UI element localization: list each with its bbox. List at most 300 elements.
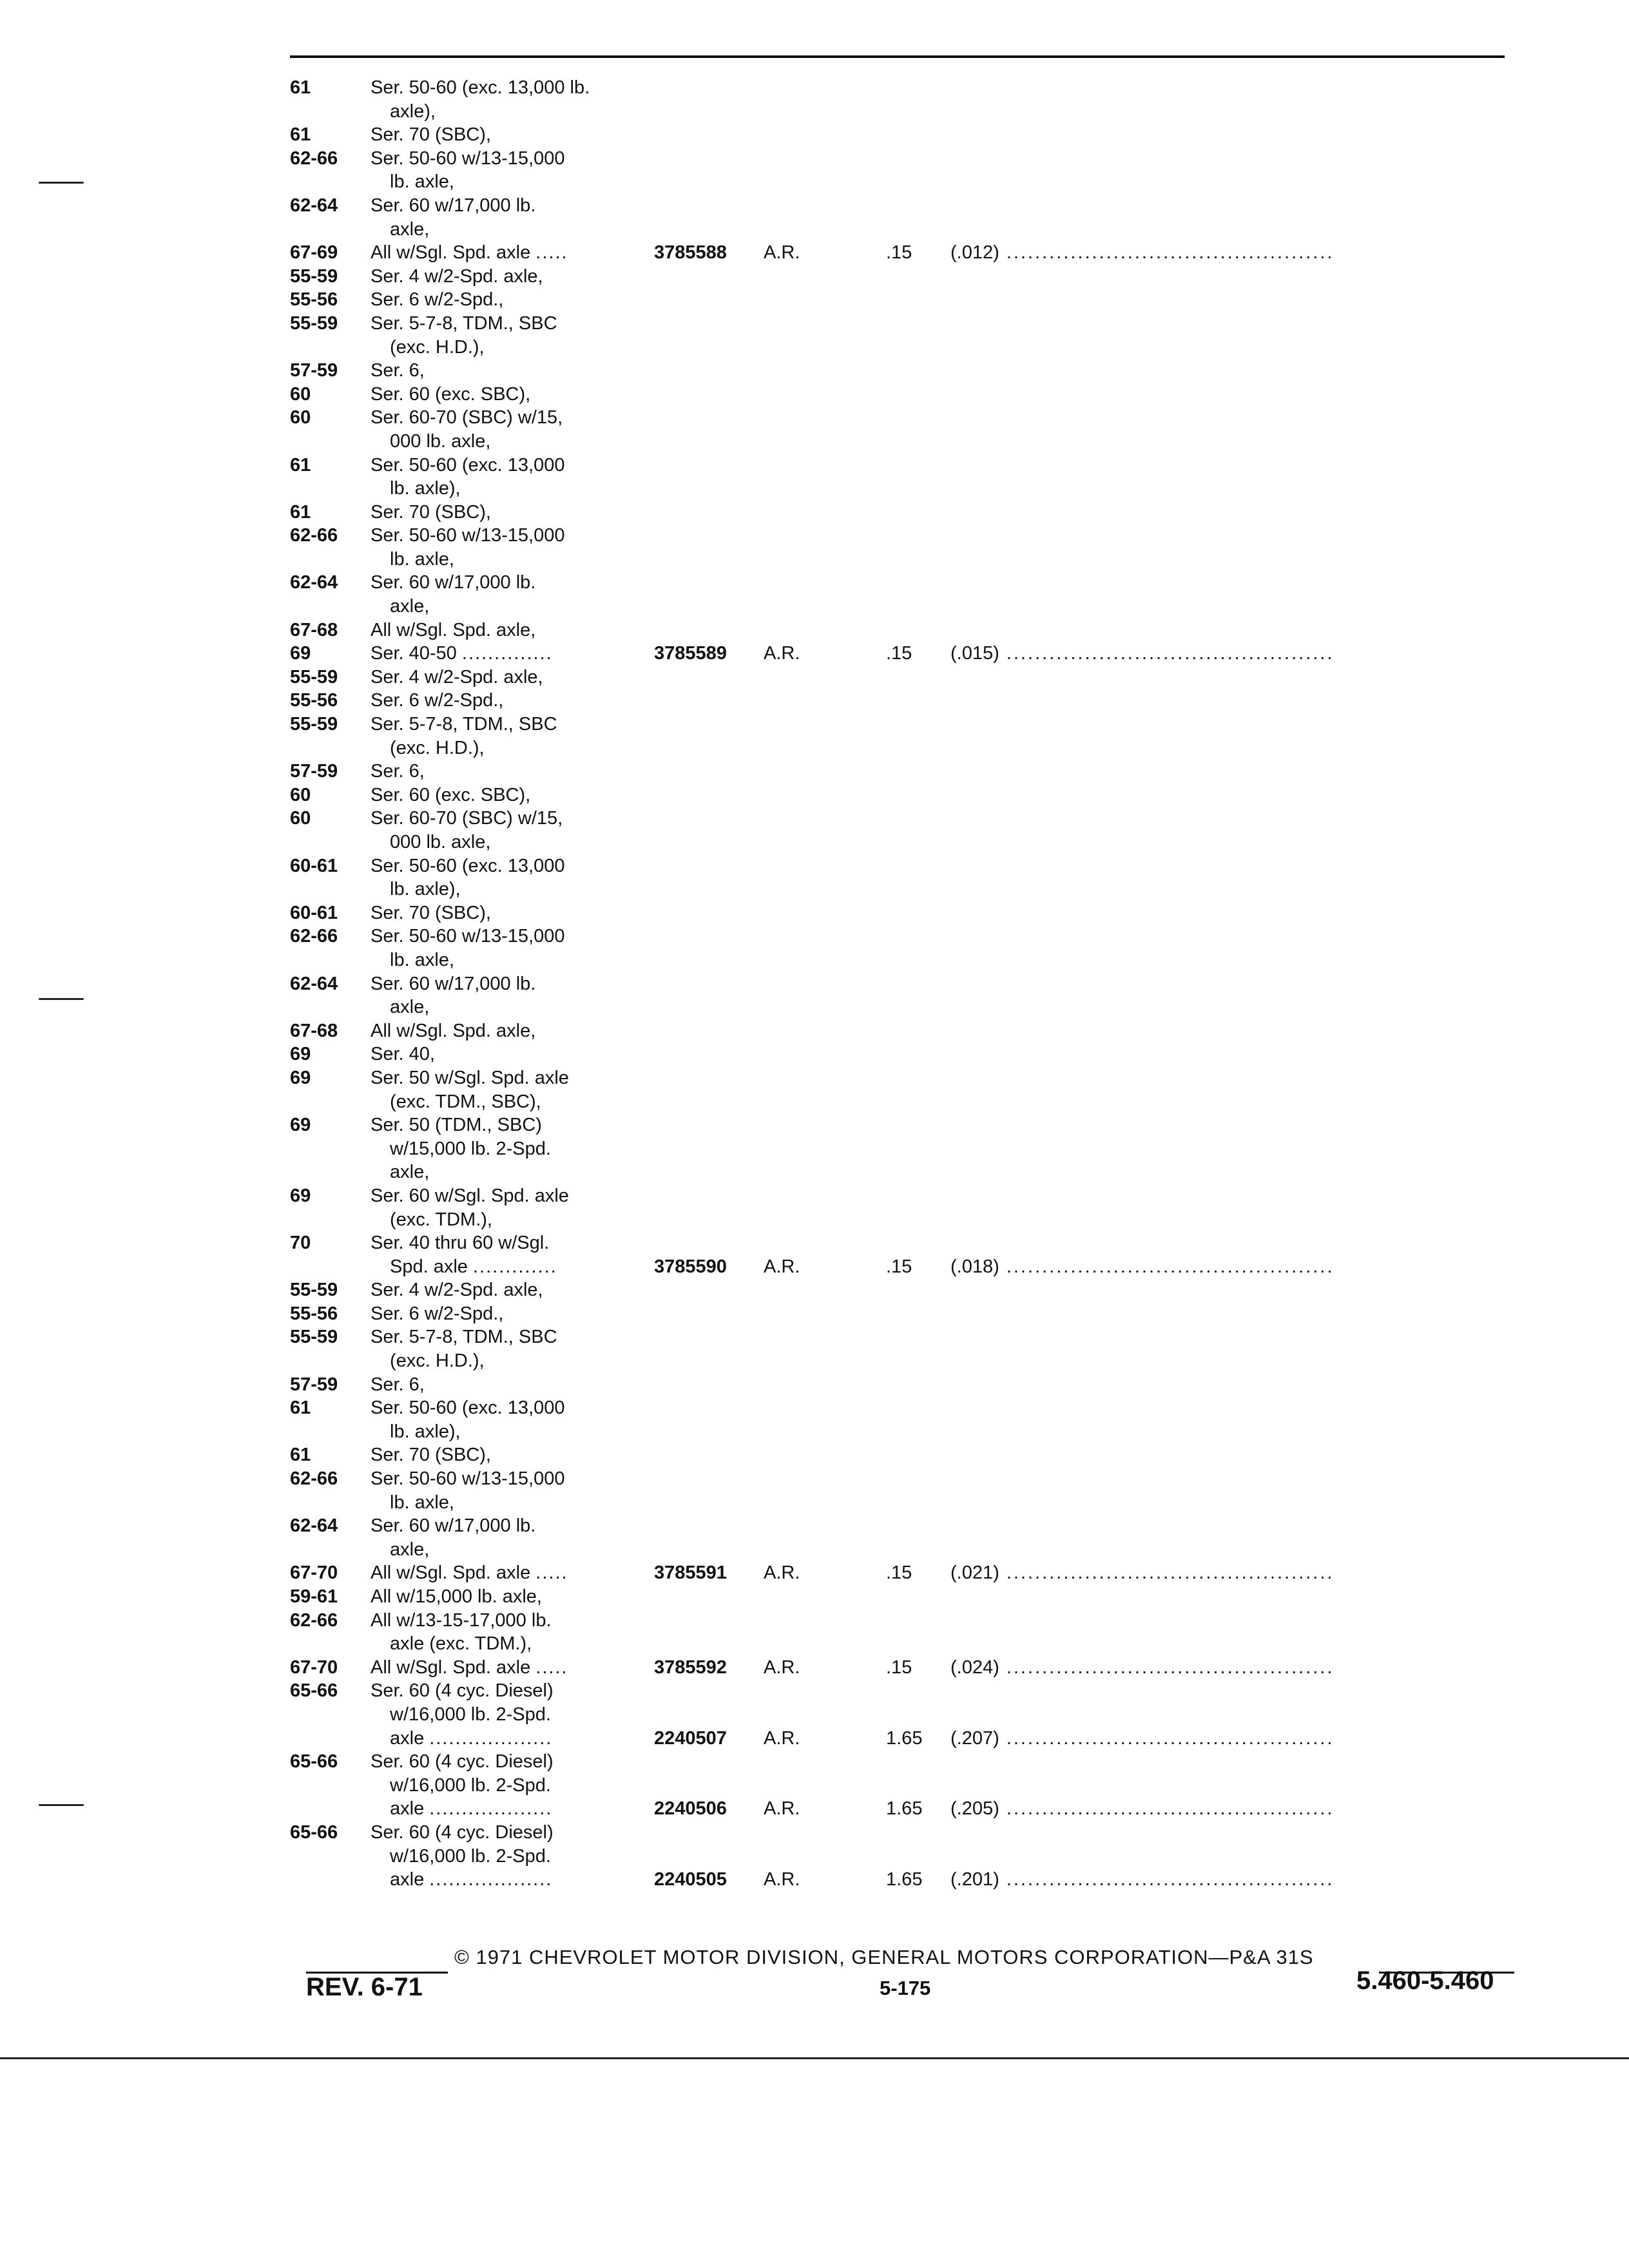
model-year: 55-59 (290, 1327, 338, 1348)
dot-leader: .............................................. (999, 643, 1335, 664)
description-text: (exc. H.D.), (390, 336, 485, 358)
description-text: axle (390, 1869, 425, 1890)
description-text: Ser. 60 (4 cyc. Diesel) (371, 1821, 554, 1843)
model-year: 60-61 (290, 855, 338, 876)
list-item (290, 76, 1518, 100)
footer-copyright: © 1971 CHEVROLET MOTOR DIVISION, GENERAL MOTORS CORPORATION—P&A 31S (454, 1946, 1314, 1968)
application-description (371, 1113, 542, 1137)
application-description (371, 1467, 564, 1491)
application-description (390, 1208, 492, 1232)
price: .15 (886, 643, 912, 664)
description-text: Ser. 6, (371, 1374, 425, 1395)
model-year: 62-66 (290, 1610, 338, 1631)
description-text: w/15,000 lb. 2-Spd. (390, 1138, 551, 1159)
list-item (290, 995, 1518, 1019)
list-item (290, 783, 1518, 807)
list-item (290, 312, 1518, 336)
model-year: 60 (290, 808, 311, 829)
application-description (371, 1302, 503, 1326)
list-item (290, 1703, 1518, 1727)
description-text: 000 lb. axle, (390, 832, 491, 852)
quantity: A.R. (764, 1798, 800, 1820)
model-year: 69 (290, 643, 311, 664)
price: .15 (886, 242, 912, 264)
application-description (371, 925, 564, 948)
model-year: 62-64 (290, 195, 338, 216)
model-year: 55-59 (290, 265, 338, 287)
description-text: Ser. 5-7-8, TDM., SBC (371, 312, 557, 334)
description-text: Ser. 70 (SBC), (371, 1445, 491, 1466)
application-description (371, 123, 491, 147)
list-item (290, 218, 1518, 242)
application-description (390, 477, 461, 501)
application-description (371, 359, 425, 383)
application-description (371, 713, 557, 736)
quantity: A.R. (764, 1256, 800, 1277)
description-text: Ser. 50-60 w/13-15,000 (371, 148, 565, 169)
list-item (290, 1514, 1518, 1538)
application-description (390, 948, 454, 972)
list-item (290, 1774, 1518, 1798)
description-text: Ser. 60 w/17,000 lb. (371, 195, 536, 216)
list-item (290, 948, 1518, 972)
description-text: Ser. 50-60 w/13-15,000 (371, 525, 565, 546)
part-number: 3785589 (654, 643, 727, 664)
description-text: Ser. 60-70 (SBC) w/15, (371, 808, 563, 829)
application-description (390, 218, 429, 242)
application-description (390, 831, 490, 854)
description-text: Ser. 60 w/17,000 lb. (371, 973, 536, 994)
model-year: 55-56 (290, 1303, 338, 1324)
dot-leader: .............................................. (999, 1256, 1335, 1277)
application-description (390, 1137, 551, 1161)
description-text: axle (390, 1798, 425, 1820)
description-text: All w/Sgl. Spd. axle (371, 242, 531, 264)
part-number: 2240506 (654, 1798, 727, 1820)
dot-leader: .............................................. (999, 1727, 1335, 1749)
application-description (371, 288, 503, 312)
list-item (290, 1679, 1518, 1703)
application-description (390, 595, 429, 619)
application-description (371, 312, 557, 336)
list-item (290, 406, 1518, 430)
model-year: 65-66 (290, 1680, 338, 1702)
price: 1.65 (886, 1727, 923, 1749)
list-item (290, 1467, 1518, 1491)
application-description (371, 194, 535, 218)
model-year: 69 (290, 1044, 311, 1065)
parts-list (290, 76, 1518, 1892)
shim-size (950, 1561, 1334, 1585)
application-description (371, 501, 491, 524)
application-description (371, 1278, 543, 1302)
model-year: 55-56 (290, 289, 338, 311)
description-text: Ser. 6, (371, 360, 425, 381)
application-description (390, 1868, 552, 1892)
list-item (290, 548, 1518, 572)
list-item (290, 1113, 1518, 1137)
list-item (290, 1632, 1518, 1656)
description-text: 000 lb. axle, (390, 430, 491, 452)
list-item (290, 123, 1518, 147)
description-text: Ser. 60 (4 cyc. Diesel) (371, 1680, 554, 1702)
description-text: Ser. 50 (TDM., SBC) (371, 1115, 542, 1136)
application-description (371, 1821, 554, 1845)
model-year: 57-59 (290, 761, 338, 782)
dot-leader: ................... (429, 1869, 553, 1890)
application-description (371, 783, 530, 807)
list-item (290, 336, 1518, 360)
list-item (290, 689, 1518, 713)
application-description (390, 1538, 429, 1562)
list-item (290, 1349, 1518, 1373)
model-year: 60 (290, 407, 311, 428)
list-item (290, 571, 1518, 595)
model-year: 69 (290, 1115, 311, 1136)
list-item (290, 1845, 1518, 1869)
application-description (390, 1845, 551, 1869)
description-text: axle), (390, 101, 436, 122)
shim-size (950, 1656, 1334, 1680)
list-item (290, 666, 1518, 689)
dot-leader: .............. (461, 643, 553, 664)
application-description (371, 1443, 491, 1467)
shim-size (950, 642, 1334, 666)
application-description (371, 1066, 569, 1090)
list-item (290, 854, 1518, 878)
application-description (371, 383, 530, 407)
application-description (390, 1727, 552, 1751)
description-text: Ser. 60 w/17,000 lb. (371, 572, 536, 593)
list-item (290, 713, 1518, 736)
list-item (290, 1255, 1518, 1279)
model-year: 62-66 (290, 525, 338, 546)
application-description (390, 1703, 551, 1727)
application-description (371, 1609, 552, 1633)
description-text: Ser. 40-50 (371, 643, 457, 664)
dot-leader: ..... (535, 242, 568, 264)
description-text: lb. axle, (390, 949, 454, 970)
size-text: (.012) (950, 242, 999, 264)
description-text: axle, (390, 596, 430, 617)
model-year: 67-68 (290, 619, 338, 640)
description-text: Ser. 60 (4 cyc. Diesel) (371, 1751, 554, 1773)
description-text: axle, (390, 997, 430, 1018)
description-text: Ser. 60 w/Sgl. Spd. axle (371, 1185, 569, 1206)
description-text: Ser. 60-70 (SBC) w/15, (371, 407, 563, 428)
application-description (371, 454, 564, 477)
application-description (390, 1420, 461, 1444)
description-text: Ser. 6, (371, 761, 425, 782)
list-item (290, 1797, 1518, 1821)
model-year: 61 (290, 501, 311, 523)
model-year: 55-56 (290, 690, 338, 711)
shim-size (950, 1255, 1334, 1279)
application-description (390, 100, 436, 124)
part-number: 3785588 (654, 242, 727, 264)
list-item (290, 1325, 1518, 1349)
description-text: axle, (390, 1539, 430, 1560)
list-item (290, 878, 1518, 901)
dot-leader: ..... (535, 1562, 568, 1584)
description-text: Ser. 40 thru 60 w/Sgl. (371, 1233, 550, 1254)
list-item (290, 1821, 1518, 1845)
part-number: 2240505 (654, 1869, 727, 1890)
model-year: 67-70 (290, 1562, 338, 1584)
list-item (290, 265, 1518, 289)
part-number: 3785590 (654, 1256, 727, 1277)
list-item (290, 1420, 1518, 1444)
quantity: A.R. (764, 1727, 800, 1749)
application-description (371, 619, 535, 642)
list-item (290, 1538, 1518, 1562)
shim-size (950, 1868, 1334, 1892)
model-year: 62-66 (290, 926, 338, 947)
application-description (371, 901, 491, 925)
model-year: 62-64 (290, 1515, 338, 1537)
description-text: Ser. 60 (exc. SBC), (371, 383, 531, 405)
list-item (290, 925, 1518, 948)
application-description (390, 1774, 551, 1798)
model-year: 69 (290, 1185, 311, 1206)
application-description (371, 241, 568, 265)
footer-page-number: 5-175 (880, 1977, 931, 1999)
description-text: axle, (390, 1162, 430, 1183)
application-description (390, 1632, 532, 1656)
dot-leader: .............................................. (999, 242, 1335, 264)
description-text: (exc. H.D.), (390, 1350, 485, 1372)
application-description (390, 1160, 429, 1184)
description-text: All w/Sgl. Spd. axle (371, 1657, 531, 1678)
description-text: Ser. 50-60 (exc. 13,000 lb. (371, 77, 590, 98)
model-year: 70 (290, 1233, 311, 1254)
application-description (390, 336, 485, 360)
list-item (290, 147, 1518, 171)
description-text: axle (390, 1727, 425, 1749)
application-description (390, 548, 454, 572)
description-text: Ser. 70 (SBC), (371, 501, 491, 523)
application-description (371, 1043, 435, 1066)
description-text: w/16,000 lb. 2-Spd. (390, 1845, 551, 1867)
price: .15 (886, 1256, 912, 1277)
description-text: Ser. 6 w/2-Spd., (371, 690, 504, 711)
model-year: 69 (290, 1067, 311, 1088)
description-text: Ser. 60 w/17,000 lb. (371, 1515, 536, 1537)
list-item (290, 241, 1518, 265)
application-description (371, 1019, 535, 1043)
application-description (371, 265, 543, 289)
model-year: 62-64 (290, 572, 338, 593)
list-item (290, 194, 1518, 218)
application-description (371, 571, 535, 595)
description-text: Ser. 6 w/2-Spd., (371, 289, 504, 311)
list-item (290, 1609, 1518, 1633)
price: .15 (886, 1562, 912, 1584)
quantity: A.R. (764, 1869, 800, 1890)
application-description (371, 642, 553, 666)
application-description (371, 807, 563, 831)
list-item (290, 288, 1518, 312)
dot-leader: ................... (429, 1798, 553, 1820)
description-text: Ser. 70 (SBC), (371, 902, 491, 923)
list-item (290, 383, 1518, 407)
quantity: A.R. (764, 1562, 800, 1584)
list-item (290, 619, 1518, 642)
model-year: 60 (290, 784, 311, 805)
margin-tick (39, 1804, 84, 1806)
dot-leader: ............. (472, 1256, 557, 1277)
description-text: axle, (390, 218, 430, 240)
quantity: A.R. (764, 242, 800, 264)
part-number: 3785591 (654, 1562, 727, 1584)
model-year: 57-59 (290, 1374, 338, 1395)
application-description (371, 854, 564, 878)
application-description (390, 1090, 541, 1114)
application-description (390, 1255, 557, 1279)
dot-leader: ................... (429, 1727, 553, 1749)
application-description (371, 689, 503, 713)
list-item (290, 831, 1518, 854)
model-year: 61 (290, 454, 311, 476)
list-item (290, 1137, 1518, 1161)
quantity: A.R. (764, 643, 800, 664)
application-description (371, 1561, 568, 1585)
description-text: Ser. 50-60 (exc. 13,000 (371, 855, 565, 876)
application-description (390, 430, 490, 454)
application-description (371, 1679, 554, 1703)
list-item (290, 430, 1518, 454)
description-text: All w/13-15-17,000 lb. (371, 1610, 552, 1631)
list-item (290, 1278, 1518, 1302)
list-item (290, 1184, 1518, 1208)
application-description (371, 972, 535, 996)
list-item (290, 1491, 1518, 1515)
application-description (390, 170, 454, 194)
model-year: 55-59 (290, 1280, 338, 1301)
description-text: Ser. 4 w/2-Spd. axle, (371, 1280, 543, 1301)
description-text: Ser. 50 w/Sgl. Spd. axle (371, 1067, 569, 1088)
description-text: w/16,000 lb. 2-Spd. (390, 1774, 551, 1796)
description-text: axle (exc. TDM.), (390, 1633, 532, 1655)
description-text: Ser. 5-7-8, TDM., SBC (371, 714, 557, 735)
model-year: 55-59 (290, 714, 338, 735)
description-text: Ser. 40, (371, 1044, 435, 1065)
list-item (290, 901, 1518, 925)
application-description (371, 1325, 557, 1349)
application-description (390, 878, 461, 901)
model-year: 67-70 (290, 1657, 338, 1678)
application-description (371, 147, 564, 171)
model-year: 59-61 (290, 1586, 338, 1607)
application-description (371, 760, 425, 783)
list-item (290, 1656, 1518, 1680)
dot-leader: .............................................. (999, 1562, 1335, 1584)
list-item (290, 1443, 1518, 1467)
list-item (290, 1043, 1518, 1066)
size-text: (.015) (950, 643, 999, 664)
dot-leader: .............................................. (999, 1869, 1335, 1890)
application-description (390, 1349, 485, 1373)
list-item (290, 1868, 1518, 1892)
description-text: Ser. 50-60 (exc. 13,000 (371, 1398, 565, 1419)
description-text: Ser. 50-60 w/13-15,000 (371, 926, 565, 947)
description-text: Ser. 50-60 w/13-15,000 (371, 1468, 565, 1490)
model-year: 61 (290, 77, 311, 98)
description-text: Ser. 50-60 (exc. 13,000 (371, 454, 565, 476)
list-item (290, 1302, 1518, 1326)
description-text: w/16,000 lb. 2-Spd. (390, 1704, 551, 1725)
part-number: 3785592 (654, 1657, 727, 1678)
description-text: All w/15,000 lb. axle, (371, 1586, 542, 1607)
list-item (290, 359, 1518, 383)
model-year: 57-59 (290, 360, 338, 381)
application-description (371, 1396, 564, 1420)
model-year: 62-66 (290, 1468, 338, 1490)
description-text: lb. axle, (390, 1492, 454, 1513)
model-year: 61 (290, 1445, 311, 1466)
description-text: (exc. H.D.), (390, 737, 485, 758)
list-item (290, 1160, 1518, 1184)
description-text: All w/Sgl. Spd. axle, (371, 619, 536, 640)
description-text: Ser. 60 (exc. SBC), (371, 784, 531, 805)
description-text: (exc. TDM.), (390, 1209, 492, 1230)
application-description (390, 736, 485, 760)
model-year: 67-69 (290, 242, 338, 264)
list-item (290, 1585, 1518, 1609)
application-description (371, 406, 563, 430)
list-item (290, 477, 1518, 501)
model-year: 65-66 (290, 1821, 338, 1843)
application-description (371, 524, 564, 548)
margin-tick (39, 998, 84, 1000)
quantity: A.R. (764, 1657, 800, 1678)
list-item (290, 1019, 1518, 1043)
list-item (290, 501, 1518, 524)
list-item (290, 972, 1518, 996)
application-description (390, 1797, 552, 1821)
bottom-rule (0, 2057, 1629, 2059)
list-item (290, 1090, 1518, 1114)
size-text: (.024) (950, 1657, 999, 1678)
model-year: 55-59 (290, 312, 338, 334)
description-text: Ser. 4 w/2-Spd. axle, (371, 265, 543, 287)
application-description (371, 1514, 535, 1538)
list-item (290, 642, 1518, 666)
description-text: lb. axle), (390, 1421, 461, 1442)
model-year: 65-66 (290, 1751, 338, 1773)
model-year: 62-64 (290, 973, 338, 994)
shim-size (950, 241, 1334, 265)
description-text: lb. axle), (390, 879, 461, 900)
application-description (371, 1750, 554, 1774)
list-item (290, 595, 1518, 619)
description-text: (exc. TDM., SBC), (390, 1091, 541, 1112)
application-description (371, 1656, 568, 1680)
price: 1.65 (886, 1798, 923, 1820)
top-rule (290, 55, 1505, 58)
list-item (290, 1727, 1518, 1751)
description-text: Ser. 6 w/2-Spd., (371, 1303, 504, 1324)
application-description (371, 1231, 549, 1255)
size-text: (.201) (950, 1869, 999, 1890)
description-text: All w/Sgl. Spd. axle (371, 1562, 531, 1584)
list-item (290, 1373, 1518, 1397)
list-item (290, 1396, 1518, 1420)
model-year: 55-59 (290, 666, 338, 687)
model-year: 61 (290, 124, 311, 146)
list-item (290, 736, 1518, 760)
application-description (390, 995, 429, 1019)
